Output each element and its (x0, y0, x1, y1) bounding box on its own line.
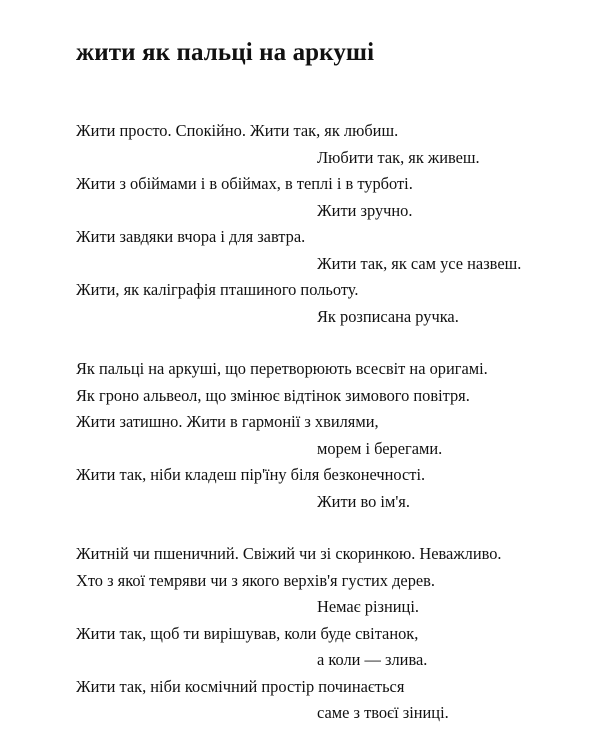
poem-title: жити як пальці на аркуші (76, 39, 375, 66)
poem-line: Як пальці на аркуші, що перетворюють всесвіт на оригамі. (76, 359, 488, 378)
stanza-3 (76, 541, 576, 727)
stanza-1 (76, 118, 576, 330)
poem-line-indented: саме з твоєї зіниці. (317, 703, 449, 722)
poem-line: Як гроно альвеол, що змінює відтінок зимового повітря. (76, 385, 470, 405)
poem-line: Жити, як каліграфія пташиного польоту. (76, 280, 359, 299)
poem-line: Жити з обіймами і в обіймах, в теплі і в турботі. (76, 174, 413, 193)
poem-line-indented: Жити так, як сам усе назвеш. (317, 253, 522, 273)
poem-line-indented: Жити зручно. (317, 200, 413, 220)
poem-line: Жити так, ніби кладеш пір'їну біля безконечності. (76, 465, 426, 484)
poem-line-indented: морем і берегами. (317, 438, 443, 458)
stanza-2 (76, 356, 576, 515)
poem-line: Житній чи пшеничний. Свіжий чи зі скоринкою. Неважливо. (76, 544, 502, 563)
poem-line: Жити просто. Спокійно. Жити так, як любиш. (76, 121, 399, 140)
poem-line: Жити так, щоб ти вирішував, коли буде світанок, (76, 623, 419, 643)
poem-line: Жити так, ніби космічний простір починається (76, 676, 405, 696)
poem-line-indented: Немає різниці. (317, 597, 419, 616)
poem-body (76, 118, 576, 727)
poem-line: Жити затишно. Жити в гармонії з хвилями, (76, 412, 379, 431)
poem-line-indented: а коли — злива. (317, 650, 428, 669)
poem-line: Жити завдяки вчора і для завтра. (76, 227, 306, 246)
poem-line: Хто з якої темряви чи з якого верхів'я густих дерев. (76, 570, 436, 590)
poem-line-indented: Любити так, як живеш. (317, 147, 480, 167)
poem-line-indented: Жити во ім'я. (317, 491, 410, 511)
poem-line-indented: Як розписана ручка. (317, 306, 459, 326)
